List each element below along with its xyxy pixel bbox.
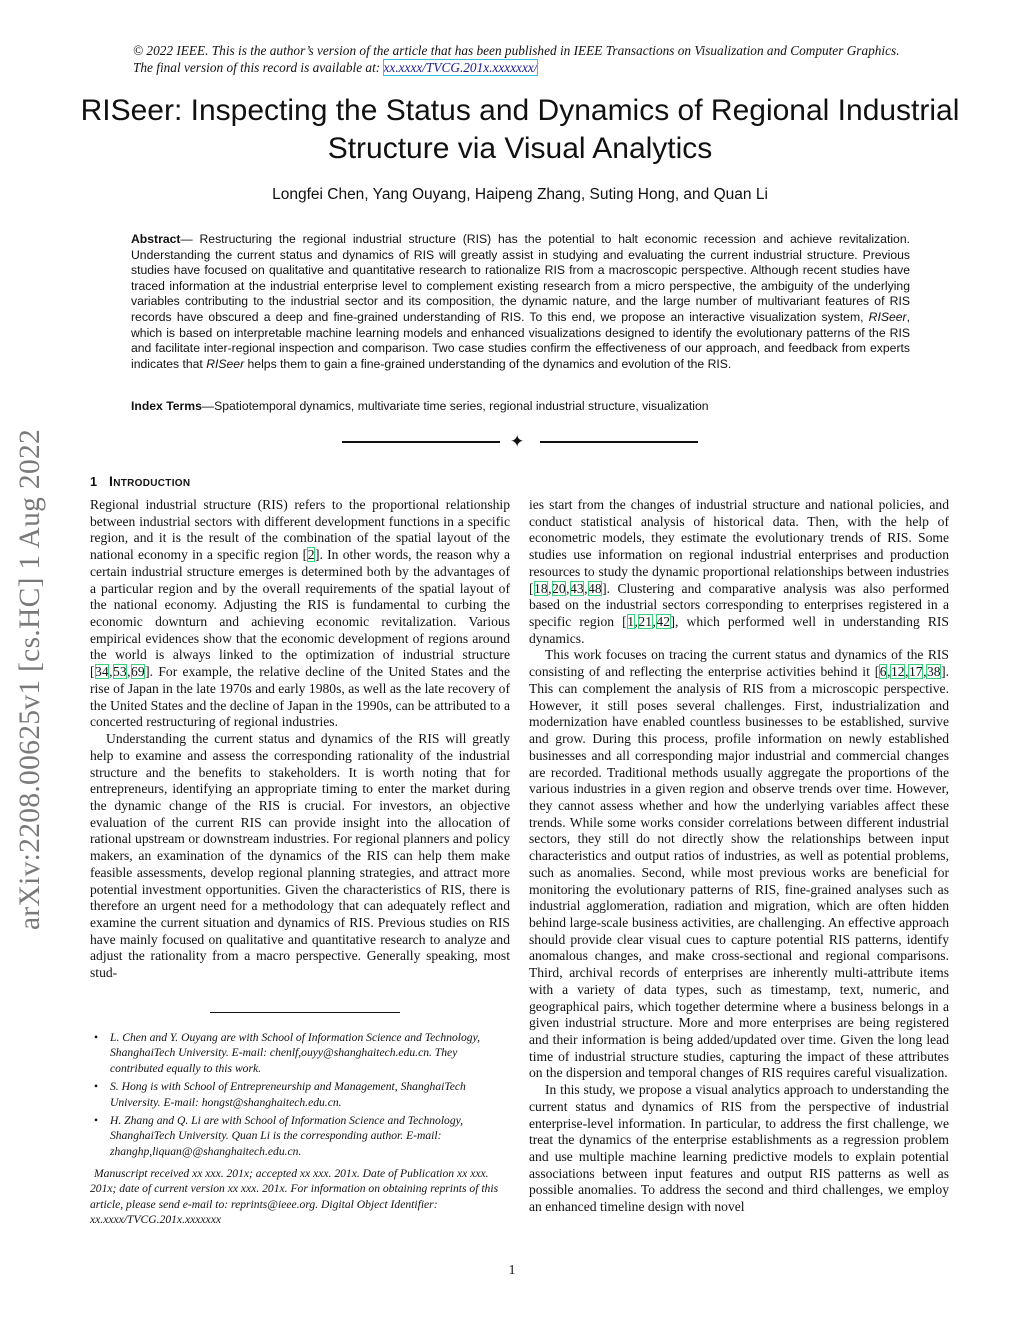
citation-link[interactable]: 12 <box>890 664 905 680</box>
text-run: ]. This can complement the analysis of RIS from a microscopic perspective. However, it still poses several challenges. First, industrialization and modernization have enabled countless businesses to be established, survive and grow. During this process, profile information on newly established businesses and all corresponding major industrial and commercial changes are recorded. Traditional methods usually aggregate the proportions of the various industries in a given region and observe trends over time. However, they cannot assess whether and how the underlying variables affect these trends. While some works consider correlations between different industrial sectors, they still do not directly show the relationships between input characteristics and output ratios of industries, as well as potential problems, such as anomalies. Second, while most previous works are beneficial for monitoring the evolutionary patterns of RIS, fine-grained analyses such as industrial agglomeration, radiation and migration, which are often hidden behind large-scale business activities, are challenging. An effective approach should provide clear visual cues to capture potential RIS patterns, identify anomalous changes, and make cross-sectional and regional comparisons. Third, archival records of enterprises are inherently multi-attribute items with a variety of data types, such as timestamp, text, numeric, and geographical pairs, which together determine where a business belongs in a given industrial structure. More and more enterprises are being registered and their information is being added/updated over time. Given the long lead time of industrial structure studies, capturing the impact of these attributes on the dispersion and temporal changes of RIS requires careful visualization. <box>529 664 949 1081</box>
divider-star-icon: ✦ <box>510 432 525 451</box>
abstract-text-1: — Restructuring the regional industrial structure (RIS) has the potential to halt economic recession and achieve revitalization. Understanding the current status and dynamics of RIS will greatly assist in studying and evaluating the current industrial structure. Previous studies have focused on qualitative and quantitative research to rationalize RIS from a macroscopic perspective. Although recent studies have traced information at the industrial enterprise level to complement existing research from a micro perspective, the ambiguity of the underlying variables contributing to the industrial sector and its composition, the dynamic nature, and the large number of multivariant features of RIS records have obscured a deep and fine-grained understanding of RIS. To this end, we propose an interactive visualization system, <box>131 232 910 324</box>
text-run: ], which performed well in understanding RIS dynamics. <box>529 614 949 646</box>
doi-link[interactable]: xx.xxxx/TVCG.201x.xxxxxxx/ <box>383 60 538 75</box>
text-run: ]. For example, the relative decline of the United States and the rise of Japan in the late 1970s and early 1980s, as well as the late recovery of the United States and the decline of Japan in the 1990s, can be attributed to a concerted restructuring of regional industries. <box>90 664 510 730</box>
citation-link[interactable]: 43 <box>570 580 584 596</box>
footnotes <box>90 1030 510 1162</box>
text-run: ]. Clustering and comparative analysis was also performed based on the industrial sectors corresponding to enterprises registered in a specific region [ <box>529 580 949 630</box>
paragraph: Regional industrial structure (RIS) refers to the proportional relationship between industrial sectors with different development functions in a specific region, and it is the result of the combination of the spatial layout of the national economy in a specific region [2]. In other words, the reason why a certain industrial structure emerges is determined both by the advantages of a particular region and by the overall requirements of the spatial layout of the national economy. Adjusting the RIS is fundamental to curbing the economic downturn and achieving economic revitalization. Various empirical evidences show that the economic development of regions around the world is always linked to the optimization of industrial structure [34,53,69]. For example, the relative decline of the United States and the rise of Japan in the late 1970s and early 1980s, as well as the late recovery of the United States and the decline of Japan in the 1990s, can be attributed to a concerted restructuring of regional industries. <box>90 497 510 730</box>
body-column-left <box>90 497 510 982</box>
citation-link[interactable]: 42 <box>656 614 671 630</box>
paragraph: In this study, we propose a visual analytics approach to understanding the current status and dynamics of RIS from the perspective of industrial enterprise-level information. In particular, to address the first challenge, we treat the dynamics of the enterprise establishments as a regression problem and use multiple machine learning predictive models to explain potential associations between input features and output RIS patterns as well as possible anomalies. To address the second and third challenges, we employ an enhanced timeline design with novel <box>529 1082 949 1215</box>
abstract-text-3: helps them to gain a fine-grained understanding of the dynamics and evolution of the RIS. <box>244 356 732 371</box>
citation-link[interactable]: 38 <box>926 664 941 680</box>
section-divider <box>342 432 698 452</box>
section-number: 1 <box>90 474 98 489</box>
copyright-text: © 2022 IEEE. This is the author’s version of the article that has been published in IEEE Transactions on Visualization and Computer Graphics. The final version of this record is available at: <box>133 43 900 75</box>
manuscript-note: Manuscript received xx xxx. 201x; accepted xx xxx. 201x. Date of Publication xx xxx. 201x; date of current version xx xxx. 201x. For information on obtaining reprints of this article, please send e-mail to: reprints@ieee.org. Digital Object Identifier: xx.xxxx/TVCG.201x.xxxxxxx <box>90 1167 499 1227</box>
divider-line-left <box>342 441 500 443</box>
abstract-label: Abstract <box>131 232 181 246</box>
citation-link[interactable]: 20 <box>552 580 566 596</box>
text-run: ies start from the changes of industrial structure and national policies, and conduct statistical analysis of historical data. Then, with the help of econometric models, they estimate the evolutionary trends of RIS. Some studies use information on regional industrial enterprises and production resources to study the dynamic proportional relationships between industries [ <box>529 497 949 596</box>
citation-link[interactable]: 1 <box>627 614 635 630</box>
text-run: ]. In other words, the reason why a certain industrial structure emerges is determined both by the advantages of a particular region and by the overall requirements of the spatial layout of the national economy. Adjusting the RIS is fundamental to curbing the economic downturn and achieving economic revitalization. Various empirical evidences show that the economic development of regions around the world is always linked to the optimization of industrial structure [ <box>90 547 510 680</box>
section-heading <box>90 473 190 489</box>
citation-link[interactable]: 21 <box>638 614 653 630</box>
arxiv-identifier: arXiv:2208.00625v1 [cs.HC] 1 Aug 2022 <box>14 428 46 930</box>
author-list: Longfei Chen, Yang Ouyang, Haipeng Zhang, Suting Hong, and Quan Li <box>272 186 768 203</box>
citation-link[interactable]: 2 <box>307 547 315 563</box>
index-terms <box>131 399 910 415</box>
text-run: Regional industrial structure (RIS) refers to the proportional relationship between industrial sectors with different development functions in a specific region, and it is the result of the combination of the spatial layout of the national economy in a specific region [ <box>90 497 510 563</box>
paper-title: RISeer: Inspecting the Status and Dynamics of Regional Industrial Structure via Visual Analytics <box>80 94 960 165</box>
citation-link[interactable]: 34 <box>95 664 109 680</box>
body-column-right <box>529 497 949 1216</box>
footnote-item: • H. Zhang and Q. Li are with School of Information Science and Technology, ShanghaiTech University. Quan Li is the corresponding author. E-mail: zhanghp,liquan@@shanghaitech.edu.cn. <box>110 1113 510 1159</box>
paragraph: Understanding the current status and dynamics of the RIS will greatly help to examine and assess the corresponding rationality of the industrial structure and the benefits to stakeholders. It is worth noting that for entrepreneurs, identifying an appropriate timing to enter the market during the dynamic change of the RIS is crucial. For investors, an objective evaluation of the current RIS can provide insight into the allocation of rational upstream or downstream industries. For regional planners and policy makers, an examination of the dynamics of the RIS can help them make feasible assessments, develop regional planning strategies, and attract more potential investment opportunities. Given the characteristics of RIS, there is therefore an urgent need for a methodology that can adequately reflect and examine the current situation and dynamics of RIS. Previous studies on RIS have mainly focused on qualitative and quantitative research to analyze and adjust the rationality from a macro perspective. Generally speaking, most stud- <box>90 731 510 981</box>
citation-link[interactable]: 17 <box>908 664 923 680</box>
abstract <box>131 232 910 372</box>
paragraph: ies start from the changes of industrial structure and national policies, and conduct statistical analysis of historical data. Then, with the help of econometric models, they estimate the evolutionary trends of RIS. Some studies use information on regional industrial enterprises and production resources to study the dynamic proportional relationships between industries [18,20,43,48]. Clustering and comparative analysis was also performed based on the industrial sectors corresponding to enterprises registered in a specific region [1,21,42], which performed well in understanding RIS dynamics. <box>529 497 949 646</box>
index-terms-text: —Spatiotemporal dynamics, multivariate time series, regional industrial structure, visualization <box>201 399 709 413</box>
citation-link[interactable]: 18 <box>534 580 548 596</box>
system-name: RISeer <box>868 309 907 324</box>
text-run: This work focuses on tracing the current status and dynamics of the RIS consisting of and reflecting the enterprise activities behind it [ <box>529 647 949 680</box>
page-number: 1 <box>508 1262 516 1277</box>
section-title: Introduction <box>109 473 191 489</box>
copyright-notice <box>133 42 913 76</box>
system-name-2: RISeer <box>206 356 245 371</box>
citation-link[interactable]: 53 <box>113 664 127 680</box>
paragraph: This work focuses on tracing the current status and dynamics of the RIS consisting of and reflecting the enterprise activities behind it [6,12,17,38]. This can complement the analysis of RIS from a microscopic perspective. However, it still poses several challenges. First, industrialization and modernization have enabled countless businesses to be established, survive and grow. During this process, profile information on newly established businesses and all corresponding major industrial and commercial changes are recorded. Traditional methods usually aggregate the proportions of the various industries in a given region and observe trends over time. However, they cannot assess whether and how the underlying variables affect these trends. While some works consider correlations between different industrial sectors, they still do not directly show the relationships between input characteristics and output ratios of industries, as well as potential problems, such as anomalies. Second, while most previous works are beneficial for monitoring the evolutionary patterns of RIS, fine-grained analyses such as industrial agglomeration, radiation and migration, which are often hidden behind large-scale business activities, are challenging. An effective approach should provide clear visual cues to capture potential RIS patterns, identify anomalous changes, and make cross-sectional and regional comparisons. Third, archival records of enterprises are inherently multi-attribute items with a variety of data types, such as timestamp, text, numeric, and geographical pairs, which together determine where a business belongs in a given industrial structure. More and more enterprises are being registered and their information is being added/updated over time. Given the long lead time of industrial structure studies, capturing the impact of these attributes on the dispersion and temporal changes of RIS requires careful visualization. <box>529 647 949 1081</box>
footnote-item: • S. Hong is with School of Entrepreneurship and Management, ShanghaiTech University. E-mail: hongst@shanghaitech.edu.cn. <box>110 1079 510 1110</box>
divider-line-right <box>540 441 698 443</box>
citation-link[interactable]: 48 <box>588 580 602 596</box>
footnote-rule <box>210 1012 400 1013</box>
citation-link[interactable]: 69 <box>131 664 145 680</box>
footnote-item: • L. Chen and Y. Ouyang are with School of Information Science and Technology, ShanghaiTech University. E-mail: chenlf,ouyy@shanghaitech.edu.cn. They contributed equally to this work. <box>110 1030 510 1076</box>
index-terms-label: Index Terms <box>131 399 202 413</box>
abstract-text-2: , which is based on interpretable machine learning models and enhanced visualizations designed to identify the evolutionary patterns of the RIS and facilitate inter-regional inspection and comparison. Two case studies confirm the effectiveness of our approach, and feedback from experts indicates that <box>131 309 910 371</box>
citation-link[interactable]: 6 <box>879 664 887 680</box>
